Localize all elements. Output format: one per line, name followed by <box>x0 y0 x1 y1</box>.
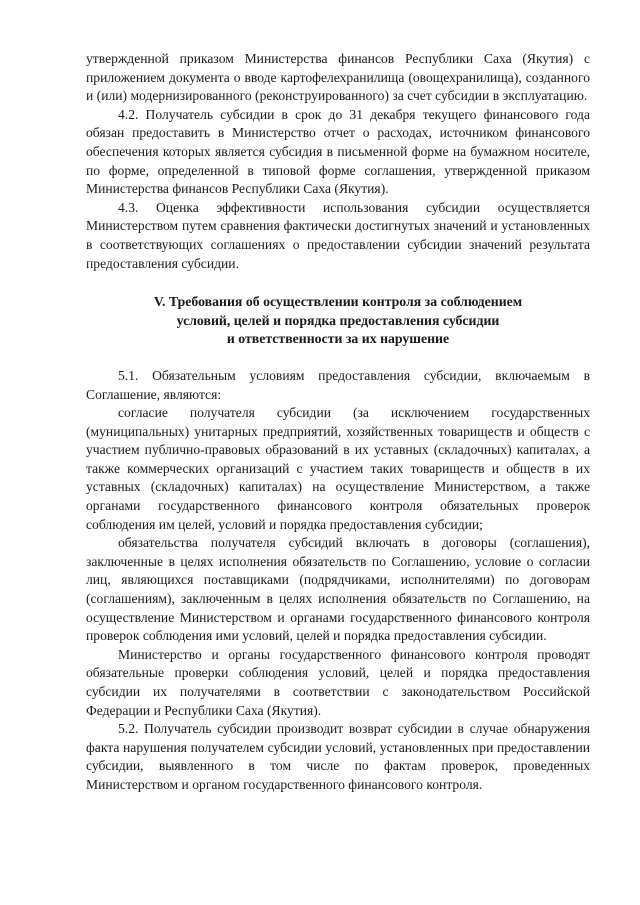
paragraph-inspections: Министерство и органы государственного финансового контроля проводят обязательные проверки соблюдения условий, целей и порядка предоставления субсидии их получателями в соответствии с законодательством Российской Федерации и Республики Саха (Якутия). <box>86 646 590 718</box>
section-heading <box>86 293 590 349</box>
paragraph-5-1: 5.1. Обязательным условиям предоставления субсидии, включаемым в Соглашение, являются: <box>86 367 590 402</box>
section-heading-line-2: условий, целей и порядка предоставления субсидии <box>176 312 500 328</box>
paragraph-obligations: обязательства получателя субсидий включать в договоры (соглашения), заключенные в целях исполнения обязательств по Соглашению, условие о согласии лиц, являющихся поставщиками (подрядчиками, исполнителями) по договорам (соглашениям), заключенным в целях исполнения обязательств по Соглашению, на осуществление Министерством и органами государственного финансового контроля проверок соблюдения ими условий, целей и порядка предоставления субсидии. <box>86 535 590 644</box>
paragraph-5-2: 5.2. Получатель субсидии производит возврат субсидии в случае обнаружения факта нарушения получателем субсидии условий, установленных при предоставлении субсидии, выявленного в том числе по фактам проверок, проведенных Министерством и органом государственного финансового контроля. <box>86 721 590 792</box>
document-page <box>86 50 590 795</box>
paragraph-lead: утвержденной приказом Министерства финансов Республики Саха (Якутия) с приложением документа о вводе картофелехранилища (овощехранилища), созданного и (или) модернизированного (реконструированного) за счет субсидии в эксплуатацию. <box>86 51 590 104</box>
paragraph-consent: согласие получателя субсидии (за исключением государственных (муниципальных) унитарных предприятий, хозяйственных товариществ и обществ с участием публично-правовых образований в их уставных (складочных) капиталах, а также коммерческих организаций с участием таких товариществ и обществ в их уставных (складочных) капиталах) на осуществление Министерством, а также органами государственного финансового контроля обязательных проверок соблюдения им целей, условий и порядка предоставления субсидии; <box>86 405 590 532</box>
section-heading-line-3: и ответственности за их нарушение <box>226 331 450 347</box>
section-heading-line-1: V. Требования об осуществлении контроля за соблюдением <box>153 294 523 310</box>
paragraph-4-2: 4.2. Получатель субсидии в срок до 31 декабря текущего финансового года обязан предоставить в Министерство отчет о расходах, источником финансового обеспечения которых является субсидия в письменной форме на бумажном носителе, по форме, определенной в типовой форме соглашения, утвержденной приказом Министерства финансов Республики Саха (Якутия). <box>86 106 590 197</box>
paragraph-4-3: 4.3. Оценка эффективности использования субсидии осуществляется Министерством путем сравнения фактически достигнутых значений и установленных в соответствующих соглашениях о предоставлении субсидии значений результата предоставления субсидии. <box>86 199 590 271</box>
